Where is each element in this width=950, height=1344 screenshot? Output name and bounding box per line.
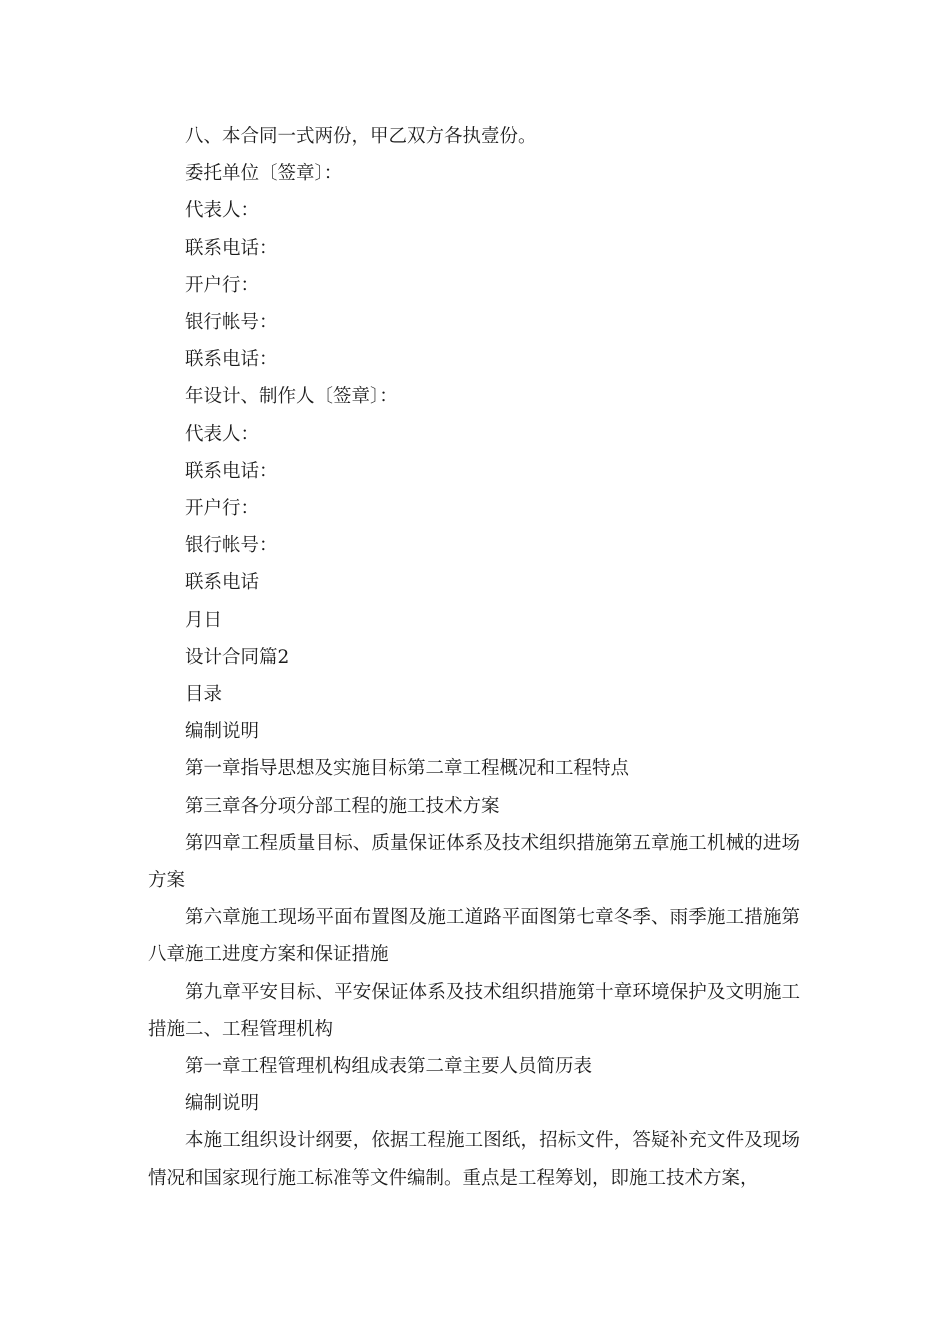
toc-item: 第三章各分项分部工程的施工技术方案 bbox=[185, 795, 500, 817]
paragraph-client-bank: 开户行： bbox=[185, 274, 260, 296]
toc-item: 编制说明 bbox=[185, 721, 260, 743]
toc-item: 第九章平安目标、平安保证体系及技术组织措施第十章环境保护及文明施工措施二、工程管理机构 bbox=[148, 981, 800, 1040]
paragraph-designer-account: 银行帐号： bbox=[185, 535, 278, 557]
paragraph-date: 月日 bbox=[185, 609, 223, 631]
toc-item: 第四章工程质量目标、质量保证体系及技术组织措施第五章施工机械的进场方案 bbox=[148, 832, 800, 892]
paragraph-client-representative: 代表人： bbox=[185, 200, 260, 222]
paragraph-designer-seal: 年设计、制作人〔签章〕： bbox=[185, 386, 398, 408]
body-paragraph: 本施工组织设计纲要，依据工程施工图纸，招标文件，答疑补充文件及现场情况和国家现行施工标准等文件编制。重点是工程筹划，即施工技术方案， bbox=[148, 1130, 800, 1189]
paragraph-client-seal: 委托单位〔签章〕： bbox=[185, 163, 343, 185]
toc-item: 第一章工程管理机构组成表第二章主要人员简历表 bbox=[185, 1056, 593, 1078]
section-heading: 设计合同篇2 bbox=[185, 646, 290, 668]
paragraph-designer-representative: 代表人： bbox=[185, 423, 260, 445]
paragraph-designer-phone: 联系电话： bbox=[185, 460, 278, 482]
toc-heading: 目录 bbox=[185, 684, 223, 706]
paragraph-client-account: 银行帐号： bbox=[185, 312, 278, 334]
subsection-heading: 编制说明 bbox=[185, 1093, 260, 1115]
toc-item: 第六章施工现场平面布置图及施工道路平面图第七章冬季、雨季施工措施第八章施工进度方案和保证措施 bbox=[148, 907, 800, 966]
paragraph-designer-bank: 开户行： bbox=[185, 498, 260, 520]
paragraph-client-phone: 联系电话： bbox=[185, 237, 278, 259]
paragraph-designer-phone-2: 联系电话 bbox=[185, 572, 260, 594]
document-page bbox=[148, 118, 800, 1197]
paragraph-client-phone-2: 联系电话： bbox=[185, 349, 278, 371]
toc-item: 第一章指导思想及实施目标第二章工程概况和工程特点 bbox=[185, 758, 630, 780]
paragraph-contract-copies: 八、本合同一式两份，甲乙双方各执壹份。 bbox=[185, 126, 537, 147]
